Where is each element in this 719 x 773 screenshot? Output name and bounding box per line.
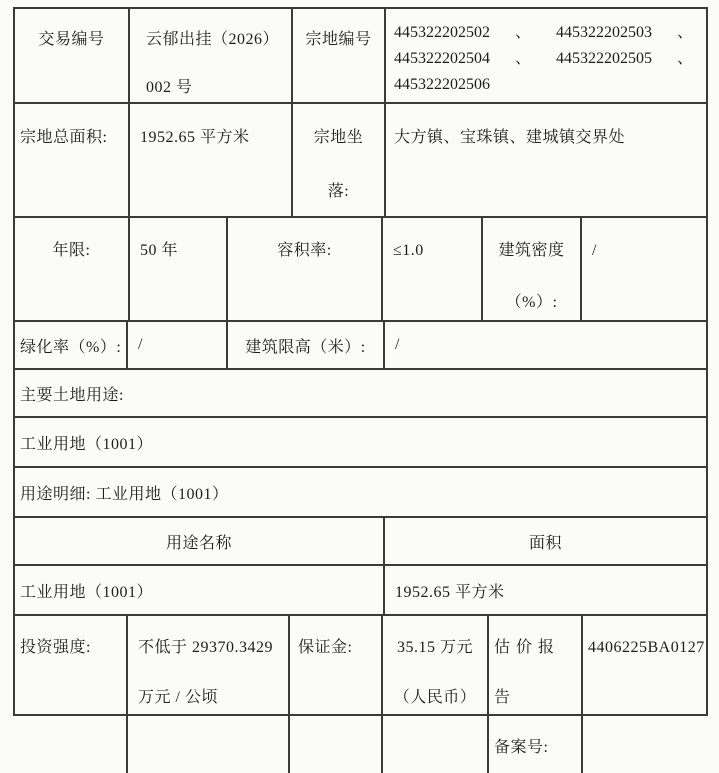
parcel-total-area-label: 宗地总面积:	[15, 104, 130, 216]
tenure-value: 50 年	[130, 218, 228, 320]
use-name-value: 工业用地（1001）	[15, 566, 385, 614]
main-land-use-label: 主要土地用途:	[20, 386, 124, 404]
use-name-header: 用途名称	[15, 518, 385, 564]
building-height-limit-label: 建筑限高（米）:	[228, 322, 385, 368]
greening-rate-label: 绿化率（%）:	[15, 322, 128, 368]
tenure-label: 年限:	[15, 218, 130, 320]
table-row	[15, 9, 706, 104]
table-row	[15, 616, 706, 773]
parcel-location-value: 大方镇、宝珠镇、建城镇交界处	[394, 129, 626, 146]
building-density-value: /	[592, 242, 597, 259]
table-header-row	[15, 518, 706, 566]
building-density-label: 建筑密度 （%）:	[483, 218, 582, 320]
parcel-number-value: 445322202502 、 445322202503 、 445322202504 、 445322202505 、 445322202506	[394, 24, 694, 93]
building-height-limit-value: /	[395, 336, 400, 353]
table-row	[15, 566, 706, 616]
land-transaction-table	[13, 7, 708, 756]
table-row	[15, 370, 706, 418]
appraisal-report-label: 估价报告 备案号:	[489, 616, 583, 773]
area-header: 面积	[528, 534, 562, 552]
appraisal-report-number: 4406225BA0127	[588, 639, 705, 656]
parcel-location-label: 宗地坐 落:	[293, 104, 386, 216]
greening-rate-value: /	[128, 322, 228, 368]
parcel-total-area-value: 1952.65 平方米	[130, 104, 293, 216]
table-row	[15, 104, 706, 218]
main-land-use-value: 工业用地（1001）	[20, 435, 154, 453]
investment-intensity-value: 不低于 29370.3429 万元 / 公顷	[128, 616, 290, 773]
deposit-label: 保证金:	[290, 616, 383, 773]
table-row	[15, 418, 706, 468]
table-row	[15, 218, 706, 322]
transaction-id-label: 交易编号	[15, 9, 130, 102]
plot-ratio-value: ≤1.0	[383, 218, 483, 320]
transaction-id-value: 云郁出挂（2026） 002 号	[130, 9, 293, 102]
area-value: 1952.65 平方米	[395, 583, 505, 601]
table-row	[15, 468, 706, 518]
use-detail-text: 用途明细: 工业用地（1001）	[20, 485, 229, 503]
parcel-number-label: 宗地编号	[293, 9, 386, 102]
table-row	[15, 322, 706, 370]
deposit-value: 35.15 万元 （人民币）	[383, 616, 489, 773]
investment-intensity-label: 投资强度:	[15, 616, 128, 773]
plot-ratio-label: 容积率:	[228, 218, 383, 320]
